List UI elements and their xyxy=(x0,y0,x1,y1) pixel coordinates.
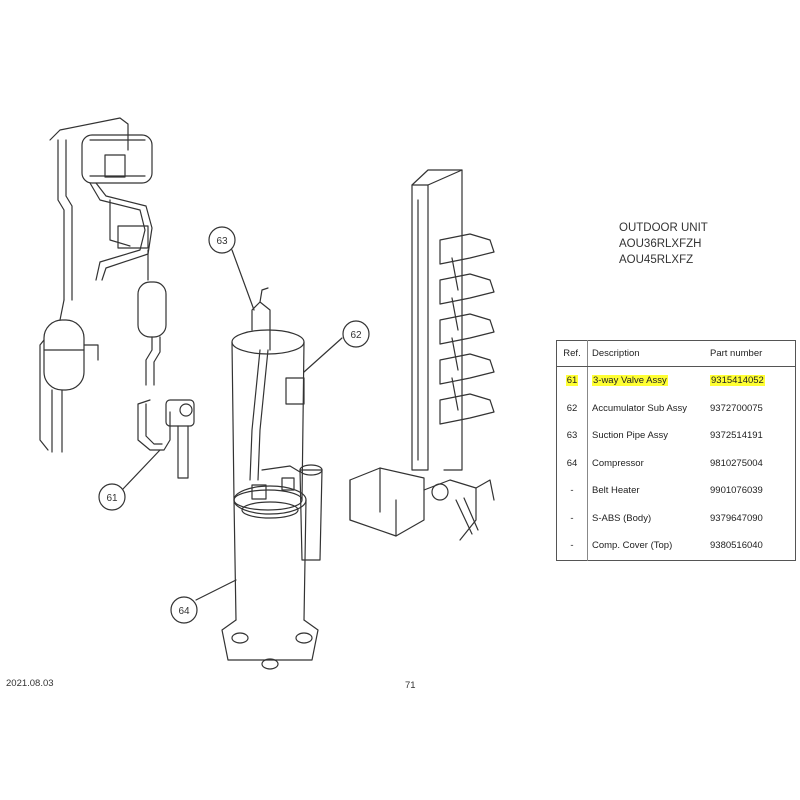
compressor-assembly-drawing xyxy=(222,288,322,669)
table-row xyxy=(557,450,796,478)
bracket-assembly-drawing xyxy=(350,170,494,540)
row-ref: 64 xyxy=(557,450,588,478)
row-part-number: 9380516040 xyxy=(710,540,763,552)
unit-title xyxy=(619,220,708,268)
row-description: Suction Pipe Assy xyxy=(592,430,669,442)
parts-table-header xyxy=(557,341,796,367)
table-row xyxy=(557,367,796,395)
row-ref: 62 xyxy=(557,395,588,423)
table-row xyxy=(557,477,796,505)
header-description: Description xyxy=(588,341,707,367)
row-description: Belt Heater xyxy=(592,485,640,497)
row-ref: 63 xyxy=(557,422,588,450)
header-part-number: Part number xyxy=(706,341,796,367)
row-part-number: 9379647090 xyxy=(710,512,763,524)
row-part-number: 9372514191 xyxy=(710,430,763,442)
header-ref: Ref. xyxy=(557,341,588,367)
row-description: Accumulator Sub Assy xyxy=(592,402,688,414)
row-description: 3-way Valve Assy xyxy=(593,375,667,387)
callout-label-63: 63 xyxy=(216,236,228,247)
row-part-number: 9810275004 xyxy=(710,457,763,469)
callout-label-61: 61 xyxy=(106,493,118,504)
callout-label-62: 62 xyxy=(350,330,362,341)
leader-63 xyxy=(232,250,254,310)
unit-model-1: AOU36RLXFZH xyxy=(619,238,702,250)
callout-label-64: 64 xyxy=(178,606,190,617)
row-part-number: 9372700075 xyxy=(710,402,763,414)
row-ref: - xyxy=(557,532,588,560)
table-row xyxy=(557,422,796,450)
row-ref: - xyxy=(557,505,588,533)
leader-62 xyxy=(304,338,342,372)
page-number: 71 xyxy=(405,680,416,691)
footer-date: 2021.08.03 xyxy=(6,678,54,689)
row-ref: - xyxy=(557,477,588,505)
parts-table xyxy=(556,340,796,561)
row-description: Comp. Cover (Top) xyxy=(592,540,673,552)
leader-64 xyxy=(196,580,236,600)
row-description: S-ABS (Body) xyxy=(592,512,652,524)
row-part-number: 9901076039 xyxy=(710,485,763,497)
unit-model-2: AOU45RLXFZ xyxy=(619,254,694,266)
valve-61-drawing xyxy=(138,400,194,478)
table-row xyxy=(557,505,796,533)
table-row xyxy=(557,395,796,423)
leader-61 xyxy=(122,450,160,490)
pipe-assembly-left xyxy=(40,118,166,452)
row-description: Compressor xyxy=(592,457,644,469)
row-part-number: 9315414052 xyxy=(711,375,764,387)
unit-type-label: OUTDOOR UNIT xyxy=(619,222,708,234)
row-ref: 61 xyxy=(566,375,578,387)
table-row xyxy=(557,532,796,560)
